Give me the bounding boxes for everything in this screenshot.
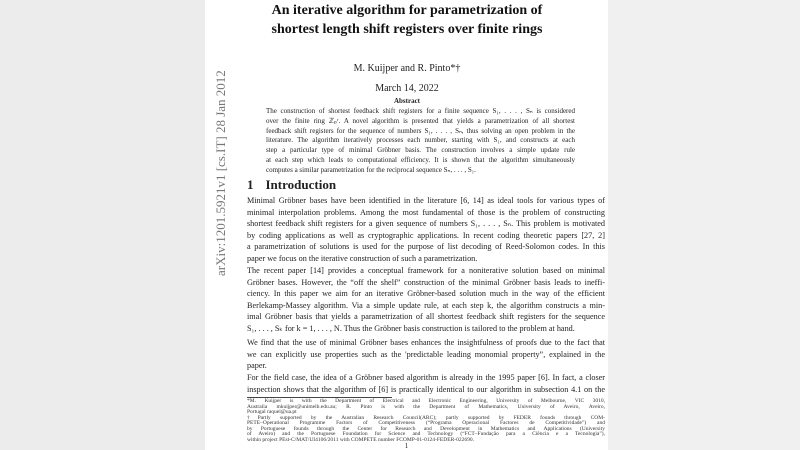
page-number: 1	[404, 442, 409, 450]
footnote-line: PETE–Operational Programme Factors of Competitiveness (“Programa Operacional Factores de Competitividade”) and	[247, 420, 605, 426]
text-line: Berlekamp-Massey algorithm. Via a simple update rule, at each step k, the algorithm constructs a min-	[247, 300, 605, 310]
text-line: we can explicitly use properties such as the 'predictable leading monomial property”, explained in the	[247, 349, 605, 359]
text-line: paper.	[247, 361, 267, 370]
title-line: An iterative algorithm for parametrization of	[271, 3, 543, 18]
footnote-line: Portugal raquel@ua.pt	[247, 409, 297, 415]
abstract-line: literature. The algorithm iteratively processes each number, starting with S₁, and constructs at each	[266, 136, 575, 145]
section-number: 1	[247, 177, 254, 192]
paragraph	[247, 195, 605, 264]
footnote-line: by Portuguese founds through the Center for Research and Development in Mathematics and Applications (University	[247, 425, 605, 432]
text-line: S₁, . . . , Sₖ for k = 1, . . . , N. Thus the Gröbner basis construction is tailored to the problem at hand.	[247, 323, 575, 333]
arxiv-stamp: arXiv:1201.5921v1 [cs.IT] 28 Jan 2012	[213, 70, 228, 276]
text-line: The recent paper [14] provides a conceptual framework for a noniterative solution based on minimal	[247, 266, 605, 275]
paper-title	[232, 1, 582, 39]
footnote-line: †Partly supported by the Australian Research Council(ARC); partly supported by FEDER founds through COM-	[247, 414, 605, 421]
title-line: shortest length shift registers over finite rings	[271, 22, 543, 37]
text-line: shortest feedback shift registers for a given sequence of numbers S₁, . . . , Sₙ. This problem is motivated	[247, 219, 605, 228]
abstract-line: feedback shift registers for the sequence of numbers S₁, . . . , Sₙ, thus solving an open problem in the	[266, 126, 575, 135]
text-line: ciency. In this paper we aim for an iterative Gröbner-based solution much in the way of the efficient	[247, 289, 605, 298]
date: March 14, 2022	[375, 83, 439, 94]
text-line: We find that the use of minimal Gröbner bases enhances the insightfulness of proofs due to the fact that	[247, 338, 605, 347]
authors: M. Kuijper and R. Pinto*†	[353, 63, 461, 74]
text-line: Minimal Gröbner bases have been identified in the literature [6, 14] as ideal tools for various types of	[247, 196, 605, 205]
text-line: Gröbner bases. However, the “off the shelf” construction of the minimal Gröbner basis leads to ineffi-	[247, 277, 605, 287]
abstract-heading: Abstract	[393, 97, 421, 105]
text-line: imal Gröbner basis that yields a parametrization of all shortest feedback shift registers for the sequence	[247, 312, 605, 321]
footnote-line: within project PEst-C/MAT/UI4106/2011 with COMPETE number FCOMP-01-0124-FEDER-022690.	[247, 436, 474, 443]
footnote-line: of Aveiro) and the Portuguese Foundation for Science and Technology (“FCT–Fundação para a Ciência e a Tecnologia”),	[247, 431, 605, 437]
section-title: Introduction	[265, 177, 337, 192]
text-line: inspection shows that the algorithm of [6] is practically identical to our algorithm in subsection 4.1 on the	[247, 384, 605, 394]
abstract-line: step a particular type of minimal Gröbner basis. The construction involves a simple update rule	[266, 146, 575, 155]
abstract-text	[266, 107, 575, 176]
abstract-line: at each step which leads to computational efficiency. It is shown that the algorithm simultaneously	[266, 155, 575, 164]
paragraph	[247, 372, 605, 395]
footnotes	[247, 399, 605, 443]
text-line: paper we focus on the iterative construction of such a parametrization.	[247, 253, 478, 263]
right-background	[608, 0, 800, 450]
text-line: a parametrization of solutions is used for the purpose of list decoding of Reed-Solomon codes. In this	[247, 242, 605, 251]
abstract-line: The construction of shortest feedback shift registers for a finite sequence S₁, . . . , Sₙ is considered	[266, 107, 575, 115]
paragraph	[247, 337, 605, 372]
text-line: by coding applications as well as cryptographic applications. In recent coding theoretic papers [27, 2]	[247, 230, 605, 240]
abstract-line: over the finite ring ℤₚʳ. A novel algorithm is presented that yields a parametrization of all shortest	[266, 116, 575, 125]
paragraph	[247, 265, 605, 334]
text-line: minimal interpolation problems. Among the most fundamental of those is the problem of constructing	[247, 207, 605, 217]
text-line: For the field case, the idea of a Gröbner based algorithm is already in the 1995 paper [6]. In fact, a closer	[247, 373, 605, 382]
footnote-line: Australia mkuijper@unimelb.edu.au; R. Pinto is with the Department of Mathematics, University of Aveiro, Aveiro,	[247, 403, 605, 410]
section-heading	[247, 177, 336, 192]
abstract-line: computes a similar parametrization for the reciprocal sequence Sₙ, . . . , S₁.	[266, 165, 476, 174]
footnote-line: *M. Kuijper is with the Department of Electrical and Electronic Engineering, University of Melbourne, VIC 3010,	[247, 398, 605, 404]
